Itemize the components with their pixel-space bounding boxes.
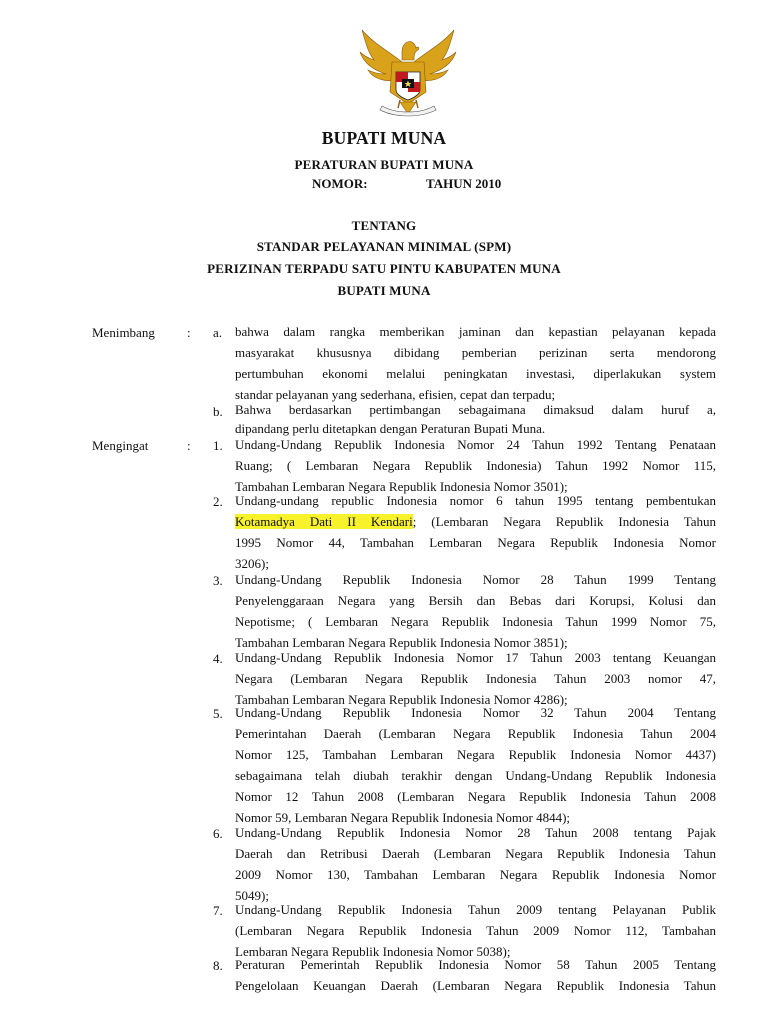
text-line: Lembaran Negara Republik Indonesia Nomor 5038);: [235, 944, 511, 959]
regulation-number-row: [312, 176, 552, 192]
text-line: Daerah dan Retribusi Daerah (Lembaran Negara Republik Indonesia Tahun: [235, 846, 716, 861]
nomor-label: NOMOR:: [312, 176, 368, 191]
text-line: Tambahan Lembaran Negara Republik Indonesia Nomor 3851);: [235, 635, 568, 650]
text-line: Undang-Undang Republik Indonesia Nomor 28 Tahun 2008 tentang Pajak: [235, 825, 716, 840]
text-line: Undang-Undang Republik Indonesia Tahun 2009 tentang Pelayanan Publik: [235, 902, 716, 917]
list-marker: 5.: [213, 706, 223, 721]
list-marker: 3.: [213, 573, 223, 588]
menimbang-item-a: [235, 321, 716, 405]
text-line: (Lembaran Negara Republik Indonesia Tahun 2009 Nomor 112, Tambahan: [235, 923, 716, 938]
mengingat-item-7: [235, 899, 716, 962]
text-line: Bahwa berdasarkan pertimbangan sebagaimana dimaksud dalam huruf a,: [235, 402, 716, 417]
text-line: bahwa dalam rangka memberikan jaminan dan kepastian pelayanan kepada: [235, 324, 716, 339]
list-marker: b.: [213, 404, 223, 419]
subject-line-2: PERIZINAN TERPADU SATU PINTU KABUPATEN MUNA: [207, 261, 561, 276]
list-marker: 2.: [213, 494, 223, 509]
mengingat-item-5: [235, 702, 716, 828]
garuda-pancasila-emblem: [352, 22, 464, 122]
text-line: Nomor 59, Lembaran Negara Republik Indonesia Nomor 4844);: [235, 810, 571, 825]
highlighted-text: Kotamadya Dati II Kendari: [235, 514, 413, 529]
tahun-label: TAHUN 2010: [426, 176, 502, 191]
text-line: Peraturan Pemerintah Republik Indonesia Nomor 58 Tahun 2005 Tentang: [235, 957, 716, 972]
regulation-title: PERATURAN BUPATI MUNA: [294, 157, 474, 172]
list-marker: a.: [213, 325, 223, 340]
text-line: Nomor 12 Tahun 2008 (Lembaran Negara Republik Indonesia Tahun 2008: [235, 789, 716, 804]
text-line: Undang-undang republic Indonesia nomor 6 tahun 1995 tentang pembentukan: [235, 493, 716, 508]
text-line: 3206);: [235, 556, 269, 571]
mengingat-item-8: [235, 954, 716, 996]
tentang-heading: TENTANG: [351, 218, 417, 233]
menimbang-item-b: [235, 400, 716, 438]
text-line: standar pelayanan yang sederhana, efisien, cepat dan terpadu;: [235, 387, 556, 402]
mengingat-item-2: [235, 490, 716, 574]
text-line: Ruang; ( Lembaran Negara Republik Indonesia) Tahun 1992 Nomor 115,: [235, 458, 716, 473]
mengingat-item-4: [235, 647, 716, 710]
text-line: 5049);: [235, 888, 269, 903]
text-line: 2009 Nomor 130, Tambahan Lembaran Negara Republik Indonesia Nomor: [235, 867, 716, 882]
mengingat-item-3: [235, 569, 716, 653]
text-line: Nomor 125, Tambahan Lembaran Negara Republik Indonesia Nomor 4437): [235, 747, 716, 762]
text-line: Tambahan Lembaran Negara Republik Indonesia Nomor 3501);: [235, 479, 568, 494]
signatory-heading: BUPATI MUNA: [337, 283, 431, 298]
text-line: [235, 511, 716, 532]
list-marker: 6.: [213, 826, 223, 841]
list-marker: 8.: [213, 958, 223, 973]
text-line: sebagaimana telah diubah terakhir dengan Undang-Undang Republik Indonesia: [235, 768, 716, 783]
office-title: BUPATI MUNA: [321, 128, 447, 148]
menimbang-label: Menimbang: [92, 325, 155, 340]
text-line: Pengelolaan Keuangan Daerah (Lembaran Negara Republik Indonesia Tahun: [235, 978, 716, 993]
text-line: Undang-Undang Republik Indonesia Nomor 32 Tahun 2004 Tentang: [235, 705, 716, 720]
list-marker: 4.: [213, 651, 223, 666]
text-line: pertumbuhan ekonomi melalui peningkatan investasi, diperlakukan system: [235, 366, 716, 381]
text-fragment: ; (Lembaran Negara Republik Indonesia Tahun: [412, 514, 716, 529]
mengingat-item-1: [235, 434, 716, 497]
text-line: Nepotisme; ( Lembaran Negara Republik Indonesia Tahun 1999 Nomor 75,: [235, 614, 716, 629]
text-line: Undang-Undang Republik Indonesia Nomor 24 Tahun 1992 Tentang Penataan: [235, 437, 716, 452]
text-line: Pemerintahan Daerah (Lembaran Negara Republik Indonesia Tahun 2004: [235, 726, 716, 741]
text-line: Undang-Undang Republik Indonesia Nomor 28 Tahun 1999 Tentang: [235, 572, 716, 587]
text-line: Penyelenggaraan Negara yang Bersih dan Bebas dari Korupsi, Kolusi dan: [235, 593, 716, 608]
text-line: Negara (Lembaran Negara Republik Indonesia Tahun 2003 nomor 47,: [235, 671, 716, 686]
menimbang-colon: :: [187, 325, 191, 340]
text-line: 1995 Nomor 44, Tambahan Lembaran Negara Republik Indonesia Nomor: [235, 535, 716, 550]
mengingat-colon: :: [187, 438, 191, 453]
list-marker: 7.: [213, 903, 223, 918]
mengingat-item-6: [235, 822, 716, 906]
text-line: Undang-Undang Republik Indonesia Nomor 17 Tahun 2003 tentang Keuangan: [235, 650, 716, 665]
text-line: Tambahan Lembaran Negara Republik Indonesia Nomor 4286);: [235, 692, 568, 707]
list-marker: 1.: [213, 438, 223, 453]
subject-line-1: STANDAR PELAYANAN MINIMAL (SPM): [256, 239, 512, 254]
shield-icon: [396, 72, 420, 100]
text-line: masyarakat khususnya dibidang pemberian perizinan serta mendorong: [235, 345, 716, 360]
mengingat-label: Mengingat: [92, 438, 149, 453]
text-line: dipandang perlu ditetapkan dengan Peraturan Bupati Muna.: [235, 421, 546, 436]
